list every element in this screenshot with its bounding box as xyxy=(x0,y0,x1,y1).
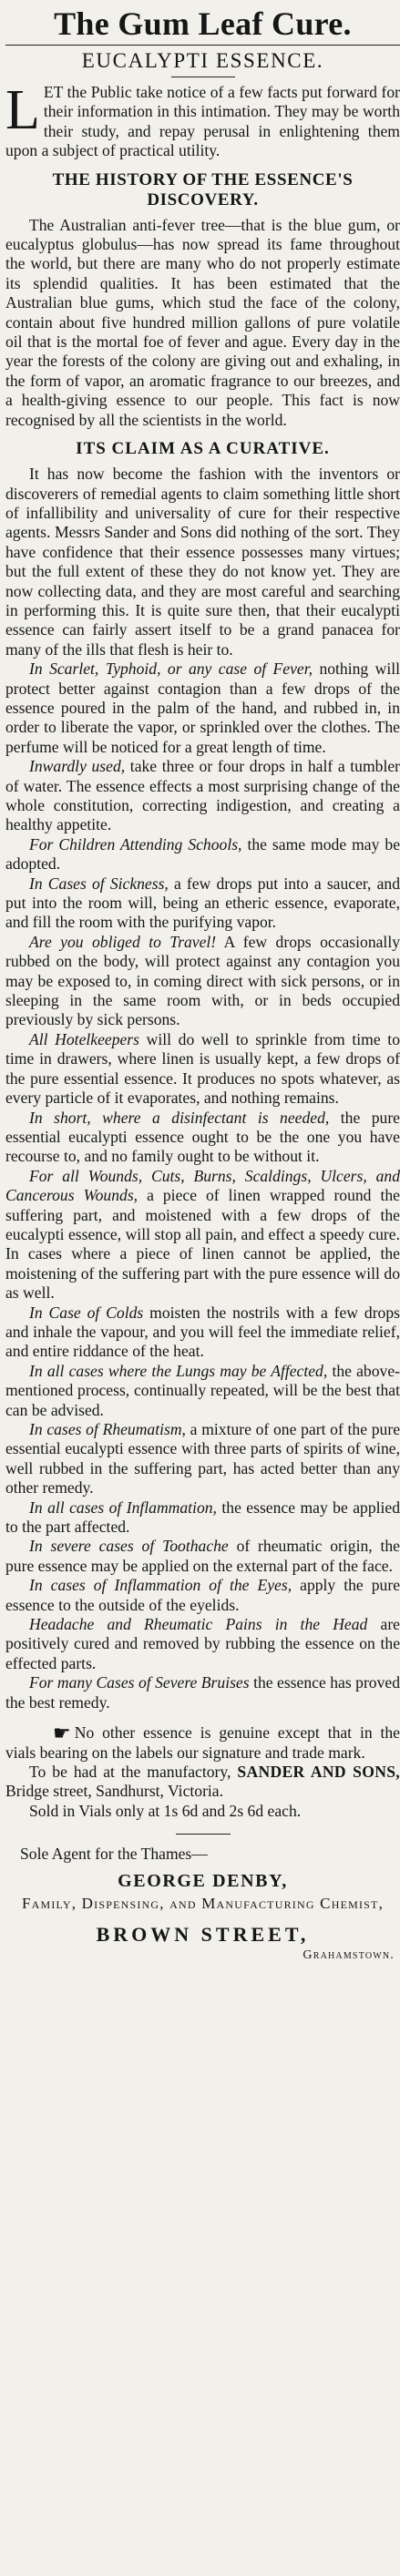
paragraph-lead: In cases of Rheumatism, xyxy=(29,1420,186,1438)
paragraph-text: moisten the nostrils with a few drops and inhale the vapour, and you will feel the immediate relief, and entire riddance of the heat. xyxy=(5,1303,400,1361)
title-rule xyxy=(5,45,400,46)
paragraph-text: a piece of linen wrapped round the suffering part, and moistened with a few drops of the eucalypti essence, will stop all pain, and effect a speedy cure. In cases where a piece of linen cannot be applied, the moistening of the suffering part with the pure essence will do as well. xyxy=(5,1186,400,1303)
drop-cap: L xyxy=(5,79,40,141)
agent-name: GEORGE DENBY, xyxy=(118,1871,288,1892)
claim-paragraph xyxy=(5,1420,400,1498)
paragraph-text: apply the pure essence to the outside of the eyelids. xyxy=(5,1576,400,1614)
claim-paragraph xyxy=(5,835,400,874)
claim-paragraph xyxy=(5,874,400,933)
paragraph-text: of rheumatic origin, the pure essence may be applied on the external part of the face. xyxy=(5,1537,400,1575)
paragraph-text: a mixture of one part of the pure essential eucalypti essence with three parts of spirits of wine, well rubbed in the suffering part, has acted better than any other remedy. xyxy=(5,1420,400,1498)
paragraph-lead: In severe cases of Toothache xyxy=(29,1537,229,1556)
paragraph-lead: Headache and Rheumatic Pains in the Head xyxy=(29,1615,368,1634)
paragraph-lead: In all cases of Inflammation, xyxy=(29,1498,217,1517)
price-line: Sold in Vials only at 1s 6d and 2s 6d each. xyxy=(29,1801,302,1820)
paragraph-text: It has now become the fashion with the inventors or discoverers of remedial agents to claim something little short of infallibility and universality of cure for their respective agents. Messrs Sander and Sons did nothing of the sort. They have confidence that their essence possesses many virtues; but the full extent of these they do not know yet. They are now collecting data, and they are most careful and searching in performing this. It is quite sure then, that their eucalypti essence can fairly assert itself to be a grand panacea for many of the ills that flesh is heir to. xyxy=(5,465,400,659)
paragraph-text: the essence may be applied to the part affected. xyxy=(5,1498,400,1537)
claim-paragraph xyxy=(5,1498,400,1538)
notice-divider xyxy=(176,1834,231,1835)
paragraph-lead: For all Wounds, Cuts, Burns, Scaldings, Ulcers, and Cancerous Wounds, xyxy=(5,1166,400,1205)
history-paragraph: The Australian anti-fever tree—that is the blue gum, or eucalyptus globulus—has now spread its fame throughout the world, but there are many who do not properly estimate its splendid qualities. It has been estimated that the Australian blue gums, which stud the face of the colony, contain about five hundred million gallons of pure volatile oil that is the mortal foe of fever and ague. Every day in the year the forests of the colony are giving out and exhaling, in the form of vapor, an aromatic fragrance to our breezes, and a health-giving essence to our people. This fact is now recognised by all the scientists in the world. xyxy=(5,215,400,429)
claim-paragraph xyxy=(5,1030,400,1109)
notice-line: ☛ No other essence is genuine except that in the vials bearing on the labels our signature and trade mark. xyxy=(5,1722,400,1762)
paragraph-text: A few drops occasionally rubbed on the body, will protect against any contagion you may be exposed to, in coming direct with sick persons, or in sleeping in the same room with, or in beds occupied previously by sick persons. xyxy=(5,932,400,1029)
agent-street: BROWN STREET, xyxy=(96,1923,310,1947)
intro-paragraph xyxy=(5,79,400,161)
paragraph-lead: In cases of Inflammation of the Eyes, xyxy=(29,1576,292,1595)
paragraph-lead: All Hotelkeepers xyxy=(29,1029,139,1048)
history-heading: THE HISTORY OF THE ESSENCE'S DISCOVERY. xyxy=(52,169,354,210)
claim-paragraph xyxy=(5,659,400,757)
claim-paragraph xyxy=(5,1615,400,1673)
claim-paragraph xyxy=(5,1303,400,1362)
paragraph-lead: Are you obliged to Travel! xyxy=(29,932,217,951)
claim-paragraph xyxy=(5,933,400,1030)
paragraph-text: the essence has proved the best remedy. xyxy=(5,1673,400,1712)
manufactory-line: To be had at the manufactory, SANDER AND SONS, Bridge street, Sandhurst, Victoria. xyxy=(5,1762,400,1801)
paragraph-text: the pure essential eucalypti essence ought to be the one you have recourse to, and no family ought to be without it. xyxy=(5,1108,400,1166)
agent-label: Sole Agent for the Thames— xyxy=(20,1845,208,1864)
claim-paragraph xyxy=(5,1109,400,1167)
claim-paragraph xyxy=(5,1576,400,1615)
intro-text: ET the Public take notice of a few facts put forward for their information in this intimation. They may be worth their study, and repay perusal in enlightening them upon a subject of practical utility. xyxy=(5,83,400,160)
page-title: The Gum Leaf Cure. xyxy=(54,5,352,42)
claim-section xyxy=(5,465,400,1712)
paragraph-text: are positively cured and removed by rubbing the essence on the effected parts. xyxy=(5,1615,400,1672)
history-section xyxy=(5,216,400,430)
agent-occupation: Family, Dispensing, and Manufacturing Chemist, xyxy=(21,1895,385,1913)
claim-paragraph xyxy=(5,465,400,659)
paragraph-text: the above-mentioned process, continually repeated, will be the best that can be advised. xyxy=(5,1361,400,1419)
genuine-notice xyxy=(5,1723,400,1821)
paragraph-lead: Inwardly used, xyxy=(29,757,126,776)
paragraph-text: take three or four drops in half a tumbler of water. The essence effects a most surprising change of the whole constitution, correcting indigestion, and creating a healthy appetite. xyxy=(5,757,400,834)
claim-paragraph xyxy=(5,1537,400,1576)
paragraph-lead: In short, where a disinfectant is needed, xyxy=(29,1108,330,1127)
paragraph-text: a few drops put into a saucer, and put into the room will, being an etheric essence, evaporate, and fill the room with the purifying vapor. xyxy=(5,874,400,932)
claim-paragraph xyxy=(5,1167,400,1303)
claim-paragraph xyxy=(5,1673,400,1712)
paragraph-lead: In all cases where the Lungs may be Affected, xyxy=(29,1361,328,1380)
paragraph-text: will do well to sprinkle from time to time in drawers, where linen is usually kept, a few drops of the pure essential essence. It produces no spots whatever, as every particle of it evaporates, and nothing remains. xyxy=(5,1029,400,1108)
claim-paragraph xyxy=(5,757,400,835)
agent-town: Grahamstown. xyxy=(303,1948,395,1963)
advertisement xyxy=(5,0,400,2576)
paragraph-lead: For many Cases of Severe Bruises xyxy=(29,1673,250,1692)
claim-heading: ITS CLAIM AS A CURATIVE. xyxy=(76,439,330,459)
pointing-hand-icon: ☛ xyxy=(53,1722,71,1745)
paragraph-lead: For Children Attending Schools, xyxy=(29,834,242,854)
paragraph-text: the same mode may be adopted. xyxy=(5,834,400,874)
manufacturer-name: SANDER AND SONS, xyxy=(237,1762,400,1781)
paragraph-text: nothing will protect better against contagion than a few drops of the essence poured in the palm of the hand, and rubbed in, in order to liberate the vapor, or sprinkled over the clothes. The perfume will be noticed for a great length of time. xyxy=(5,659,400,756)
paragraph-lead: In Case of Colds xyxy=(29,1303,144,1322)
paragraph-lead: In Scarlet, Typhoid, or any case of Fever, xyxy=(29,659,313,679)
claim-paragraph xyxy=(5,1362,400,1420)
paragraph-lead: In Cases of Sickness, xyxy=(29,874,169,893)
subtitle: EUCALYPTI ESSENCE. xyxy=(81,49,324,72)
